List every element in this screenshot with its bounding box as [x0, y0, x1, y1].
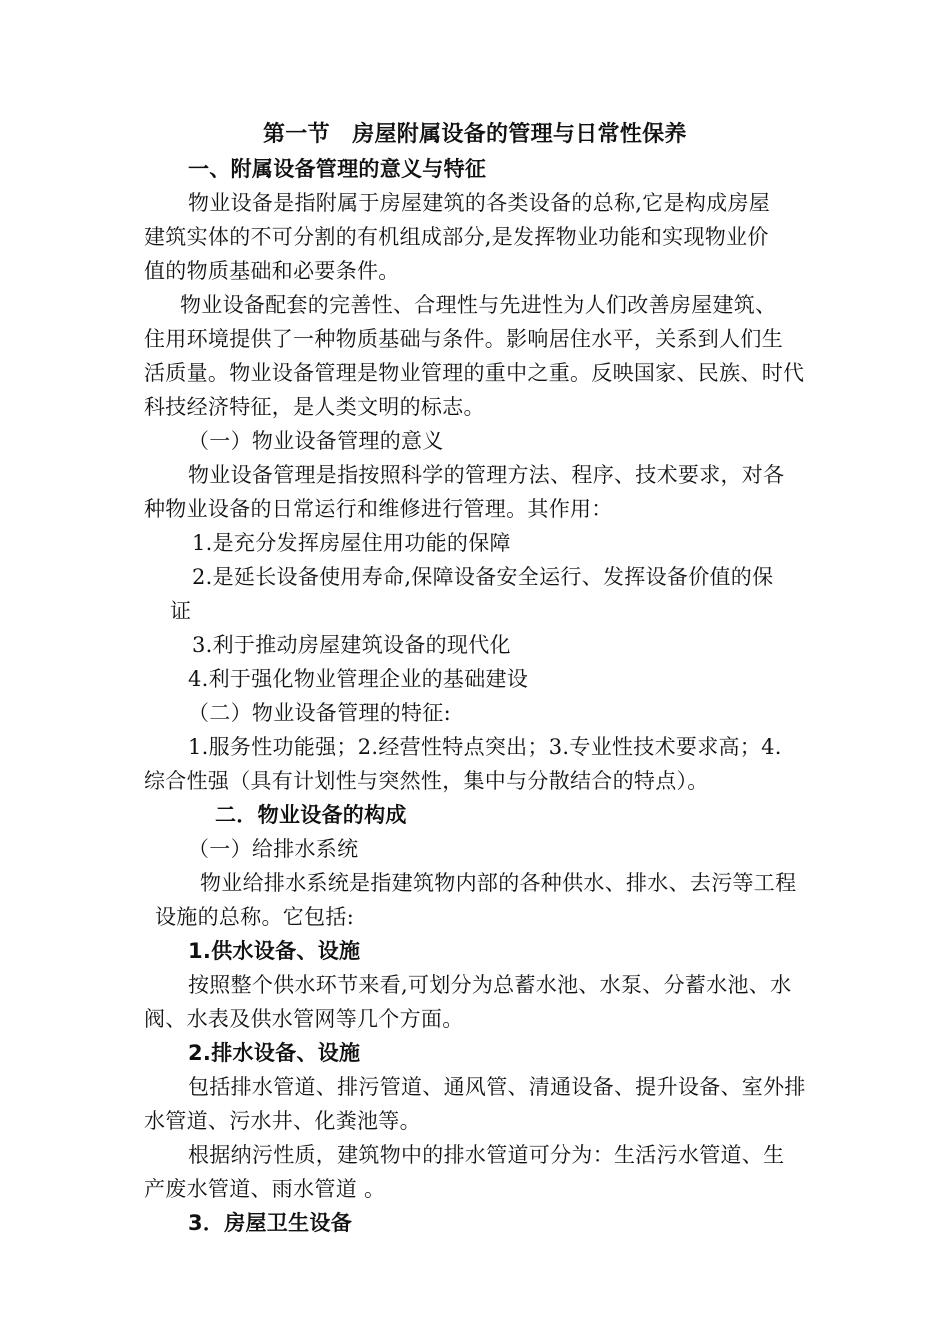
list-item: 2.是延长设备使用寿命,保障设备安全运行、发挥设备价值的保 [192, 565, 774, 589]
paragraph-line: 种物业设备的日常运行和维修进行管理。其作用： [144, 497, 613, 521]
paragraph-line: 产废水管道、雨水管道 。 [144, 1177, 386, 1201]
section-title: 第一节 房屋附属设备的管理与日常性保养 [263, 122, 687, 147]
paragraph-line: 物业设备配套的完善性、合理性与先进性为人们改善房屋建筑、 [180, 293, 777, 317]
paragraph-line: 包括排水管道、排污管道、通风管、清通设备、提升设备、室外排 [188, 1075, 806, 1099]
paragraph-line: 设施的总称。它包括: [155, 905, 355, 929]
paragraph-line: 综合性强（具有计划性与突然性，集中与分散结合的特点）。 [144, 769, 709, 793]
heading-section-2: 二．物业设备的构成 [215, 803, 407, 827]
paragraph-line: 活质量。物业设备管理是物业管理的重中之重。反映国家、民族、时代 [144, 361, 805, 385]
list-item: 3.利于推动房屋建筑设备的现代化 [192, 633, 511, 657]
paragraph-line: 物业设备是指附属于房屋建筑的各类设备的总称,它是构成房屋 [188, 191, 771, 215]
paragraph-line: 建筑实体的不可分割的有机组成部分,是发挥物业功能和实现物业价 [144, 225, 769, 249]
subheading-characteristics: （二）物业设备管理的特征: [188, 701, 451, 725]
heading-drainage: 2.排水设备、设施 [188, 1041, 361, 1065]
paragraph-line: 值的物质基础和必要条件。 [144, 259, 400, 283]
heading-section-1: 一、附属设备管理的意义与特征 [188, 157, 487, 181]
paragraph-line: 阀、水表及供水管网等几个方面。 [144, 1007, 464, 1031]
paragraph-line: 1.服务性功能强；2.经营性特点突出；3.专业性技术要求高；4. [188, 735, 782, 759]
paragraph-line: 按照整个供水环节来看,可划分为总蓄水池、水泵、分蓄水池、水 [188, 973, 792, 997]
list-item: 1.是充分发挥房屋住用功能的保障 [192, 531, 511, 555]
paragraph-line: 科技经济特征，是人类文明的标志。 [144, 395, 485, 419]
list-item-continuation: 证 [170, 599, 192, 623]
subheading-water-system: （一）给排水系统 [188, 837, 359, 861]
paragraph-line: 物业给排水系统是指建筑物内部的各种供水、排水、去污等工程 [200, 871, 797, 895]
paragraph-line: 根据纳污性质，建筑物中的排水管道可分为：生活污水管道、生 [188, 1143, 785, 1167]
list-item: 4.利于强化物业管理企业的基础建设 [188, 667, 529, 691]
heading-sanitary: 3．房屋卫生设备 [188, 1211, 353, 1235]
paragraph-line: 住用环境提供了一种物质基础与条件。影响居住水平，关系到人们生 [144, 327, 783, 351]
subheading-significance: （一）物业设备管理的意义 [188, 429, 444, 453]
paragraph-line: 物业设备管理是指按照科学的管理方法、程序、技术要求，对各 [188, 463, 785, 487]
paragraph-line: 水管道、污水井、化粪池等。 [144, 1109, 421, 1133]
heading-water-supply: 1.供水设备、设施 [188, 939, 361, 963]
